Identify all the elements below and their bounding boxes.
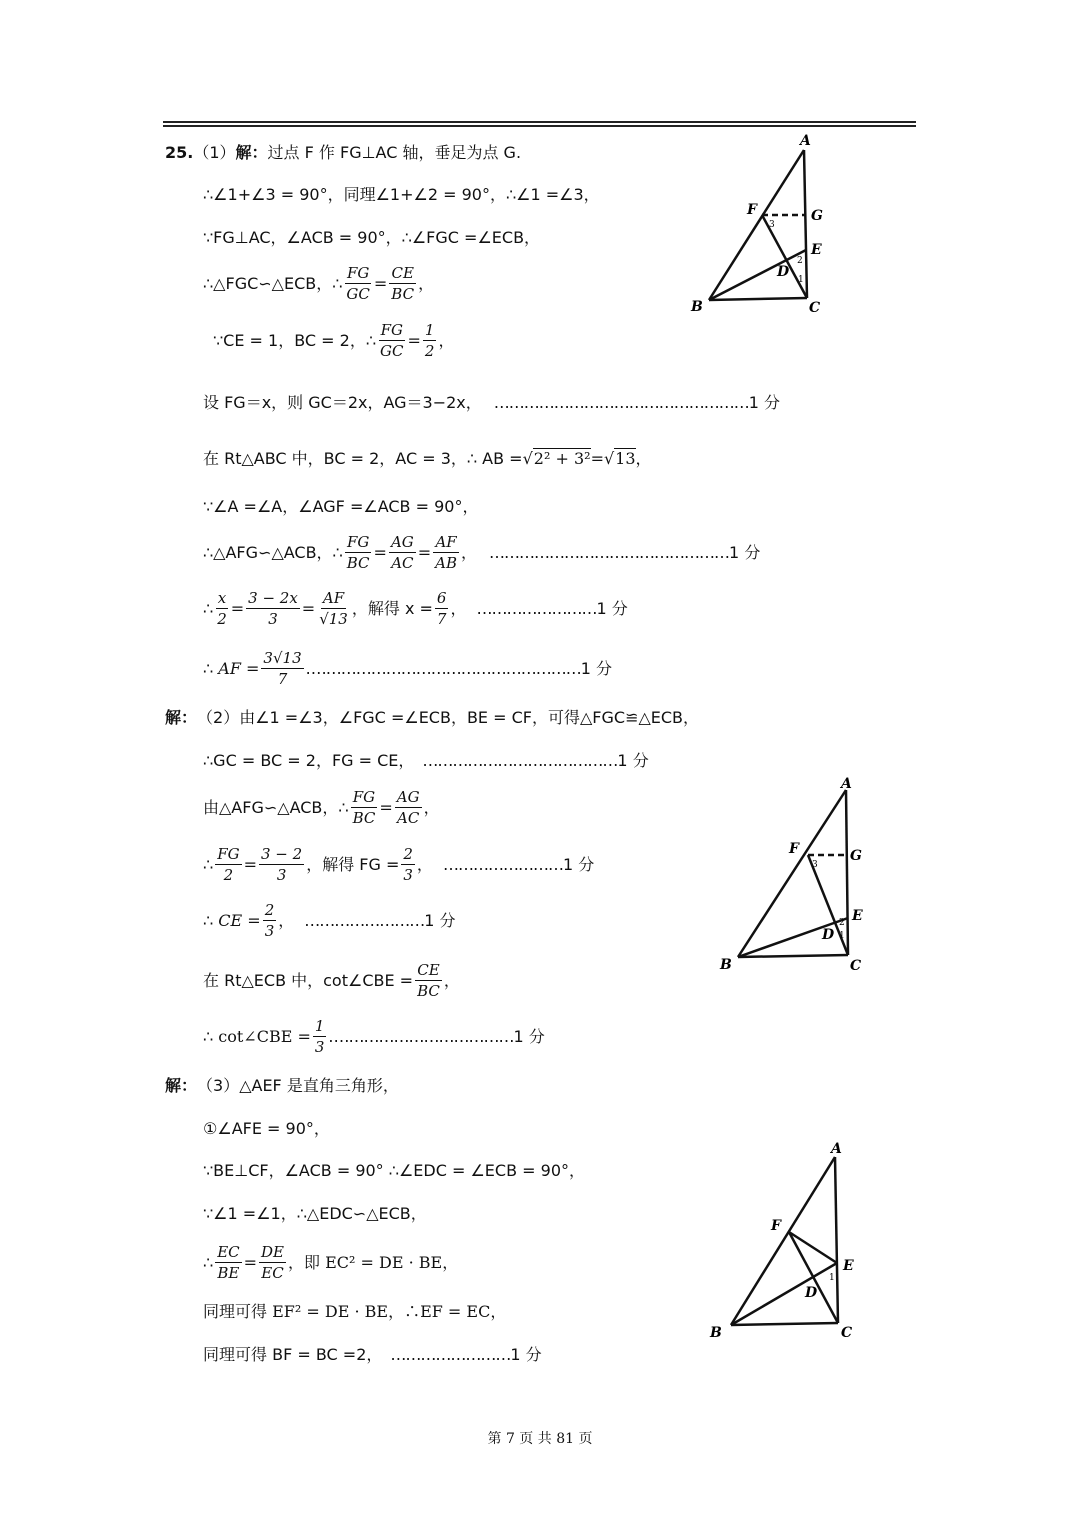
part1-solution-label: 解： (235, 143, 268, 162)
part3-line2 (203, 1119, 330, 1139)
label-d: D (805, 1285, 818, 1301)
denominator: EC (261, 1264, 284, 1282)
text: ∵FG⊥AC，∠ACB = 90°，∴∠FGC =∠ECB， (203, 228, 541, 247)
text: 在 Rt△ABC 中，BC = 2，AC = 3，∴ AB = (203, 448, 523, 468)
label-c: C (850, 958, 862, 974)
label-e: E (843, 1258, 854, 1274)
label-d: D (777, 264, 790, 280)
fraction (423, 320, 437, 361)
angle-1: 1 (798, 275, 804, 285)
part1-statement: 过点 F 作 FG⊥AC 轴，垂足为点 G. (267, 143, 522, 162)
text: 设 FG＝x，则 GC＝2x，AG＝3−2x， (203, 393, 482, 412)
text: AF = (218, 658, 260, 678)
numerator: 2 (403, 845, 413, 863)
fraction (215, 1242, 241, 1283)
figure-1 (685, 130, 835, 320)
part1-line7: 在 Rt△ABC 中，BC = 2，AC = 3，∴ AB = √ 2² + 3² = √ 13 ， (203, 448, 652, 468)
numerator: 3 − 2 (260, 845, 303, 863)
part3-line6 (203, 1302, 506, 1322)
label-g: G (811, 208, 823, 224)
numerator: CE (391, 264, 414, 282)
denominator: 2 (223, 866, 234, 884)
fraction (389, 263, 416, 304)
text: ∴△AFG∽△ACB，∴ (203, 542, 343, 562)
denominator: AC (391, 554, 414, 572)
label-f: F (789, 841, 799, 857)
score: 1 分 (562, 854, 595, 874)
part2-line7: ∴ cot∠CBE = $\frac{1}{3}$ . ……………………………… 1 分 (203, 1017, 545, 1056)
fraction (378, 320, 405, 361)
numerator: CE (417, 961, 440, 979)
part2-line4: ∴ $\frac{FG}{2}$ = $\frac{3 - 2}{3}$ ，解得 FG = $\frac{2}{3}$ ， …………………… 1 分 (203, 845, 595, 884)
numerator: FG (380, 321, 403, 339)
fraction (263, 900, 277, 941)
numerator: AF (322, 589, 345, 607)
part1-line11: ∴ AF = $\frac{3√13}{7}$ . ……………………………………………… 1 分 (203, 649, 612, 688)
text: ∵∠A =∠A，∠AGF =∠ACB = 90°， (203, 497, 479, 516)
text: 同理可得 BF = BC =2， (203, 1345, 383, 1364)
label-f: F (747, 202, 757, 218)
part2-line5: ∴ CE = $\frac{2}{3}$ ， …………………… 1 分 (203, 901, 456, 940)
numerator: 1 (314, 1017, 325, 1035)
fraction (317, 588, 350, 629)
fraction (344, 263, 371, 304)
radicand: 2² + 3² (533, 449, 591, 468)
denominator: 3 (314, 1038, 325, 1056)
part3-line3 (203, 1161, 585, 1181)
score: 1 分 (617, 751, 649, 770)
denominator: BE (217, 1264, 240, 1282)
numerator: 3 − 2x (248, 589, 298, 607)
text: 在 Rt△ECB 中，cot∠CBE = (203, 970, 414, 990)
angle-3: 3 (812, 860, 818, 870)
denominator: AB (435, 554, 458, 572)
fraction (259, 844, 304, 885)
text: ①∠AFE = 90°， (203, 1119, 330, 1138)
fraction (215, 844, 241, 885)
dot-leader: ……………………………… (333, 1026, 514, 1046)
denominator: BC (352, 809, 376, 827)
label-b: B (720, 957, 732, 973)
text: ∵BE⊥CF，∠ACB = 90° ∴∠EDC = ∠ECB = 90°， (203, 1161, 586, 1180)
denominator: 3 (276, 866, 287, 884)
numerator: FG (346, 264, 370, 282)
problem-number: 25. (165, 143, 194, 162)
text: cot∠CBE = (218, 1026, 311, 1046)
page-footer: 第 7 页 共 81 页 (487, 1431, 593, 1447)
score: 1 分 (510, 1345, 542, 1364)
part2-line3: 由△AFG∽△ACB，∴ $\frac{FG}{BC}$ = $\frac{AG}{AC}$ ， (203, 788, 440, 827)
fraction (215, 588, 229, 629)
part2-line1 (165, 708, 699, 728)
numerator: AG (390, 533, 414, 551)
numerator: EC (217, 1243, 240, 1261)
score: 1 分 (513, 1026, 545, 1046)
part1-line8 (203, 497, 478, 517)
label-e: E (852, 908, 863, 924)
part3-solution-label: 解： (165, 1076, 198, 1095)
label-b: B (710, 1325, 722, 1341)
part1-line5: ∵CE = 1，BC = 2，∴ $\frac{FG}{GC}$ = $\frac{1}{2}$ ， (213, 321, 455, 360)
angle-1: 1 (829, 1273, 835, 1283)
text: ∴GC = BC = 2，FG = CE， (203, 751, 415, 770)
fraction (345, 532, 372, 573)
dot-leader: ………………………………… (422, 751, 618, 770)
denominator: AC (397, 809, 420, 827)
label-c: C (841, 1325, 853, 1341)
header-rule-bottom (163, 125, 916, 127)
label-a: A (841, 776, 852, 792)
radicand: 13 (615, 449, 636, 468)
angle-2: 2 (839, 918, 845, 928)
part2-line2 (203, 751, 649, 771)
text: = (590, 448, 604, 468)
part3-line1 (165, 1076, 399, 1096)
angle-1: 1 (839, 931, 845, 941)
part2-line6: 在 Rt△ECB 中，cot∠CBE = $\frac{CE}{BC}$ ， (203, 961, 460, 1000)
label-f: F (771, 1218, 781, 1234)
text: ∴△FGC∽△ECB，∴ (203, 273, 343, 293)
score: 1 分 (580, 658, 612, 678)
dot-leader: …………………… (442, 854, 563, 874)
text: ，即 EC² = DE · BE， (288, 1252, 459, 1272)
dot-leader: …………………………………………… (493, 393, 749, 412)
part1-line1 (165, 143, 521, 163)
fraction (395, 787, 422, 828)
denominator: GC (346, 285, 370, 303)
numerator: 1 (424, 321, 435, 339)
part3-line5: ∴ $\frac{EC}{BE}$ = $\frac{DE}{EC}$ ，即 EC² = DE · BE， (203, 1243, 459, 1282)
label-e: E (811, 242, 822, 258)
fraction (246, 588, 300, 629)
numerator: FG (346, 533, 370, 551)
part1-line3 (203, 228, 540, 248)
fraction (313, 1016, 327, 1057)
figure-3 (705, 1135, 870, 1345)
denominator: 3 (268, 610, 278, 628)
dot-leader: ……………………………………………… (310, 658, 581, 678)
part1-line4: ∴△FGC∽△ECB，∴ $\frac{FG}{GC}$ = $\frac{CE}{BC}$ ， (203, 264, 435, 303)
score: 1 分 (596, 598, 628, 618)
denominator: 3 (403, 866, 413, 884)
part3-line4 (203, 1204, 427, 1224)
score: 1 分 (729, 542, 761, 562)
part1-line10: ∴ $\frac{x}{2}$ = $\frac{3 - 2x}{3}$ = $\frac{AF}{√13}$ ，解得 x = $\frac{6}{7}$ ， …………………… 1 分 (203, 589, 628, 628)
numerator: FG (352, 788, 376, 806)
score: 1 分 (748, 393, 781, 412)
part2-solution-label: 解： (165, 708, 198, 727)
numerator: FG (217, 845, 240, 863)
numerator: x (217, 589, 227, 607)
text: 同理可得 EF² = DE · BE，∴EF = EC， (203, 1302, 507, 1321)
fraction (261, 648, 303, 689)
fraction (401, 844, 415, 885)
label-c: C (809, 300, 821, 316)
numerator: DE (261, 1243, 285, 1261)
denominator: 7 (436, 610, 447, 628)
dot-leader: …………………… (476, 598, 597, 618)
denominator: 2 (424, 342, 435, 360)
text: ，解得 x = (351, 598, 433, 618)
denominator: BC (417, 982, 440, 1000)
label-d: D (822, 927, 835, 943)
label-a: A (831, 1141, 842, 1157)
label-a: A (800, 133, 811, 149)
text: ，解得 FG = (306, 854, 400, 874)
text: 由△AFG∽△ACB，∴ (203, 797, 349, 817)
text: CE = (218, 910, 261, 930)
text: ∵CE = 1，BC = 2，∴ (213, 330, 377, 350)
fraction (351, 787, 378, 828)
denominator: GC (380, 342, 404, 360)
text: （2）由∠1 =∠3，∠FGC =∠ECB，BE = CF，可得△FGC≌△ECB， (197, 708, 700, 727)
angle-3: 3 (769, 220, 775, 230)
label-g: G (850, 848, 862, 864)
text: （3）△AEF 是直角三角形， (197, 1076, 399, 1095)
part1-label: （1） (193, 143, 236, 162)
denominator: √13 (319, 610, 348, 628)
dot-leader: …………………… (304, 910, 425, 930)
part3-line7 (203, 1345, 542, 1365)
denominator: 7 (277, 670, 288, 688)
fraction (435, 588, 449, 629)
figure-2 (715, 772, 875, 977)
fraction (389, 532, 416, 573)
part1-line2 (203, 185, 600, 205)
numerator: 2 (264, 901, 275, 919)
numerator: AF (435, 533, 457, 551)
header-rule-top (163, 121, 916, 123)
numerator: 3√13 (263, 649, 302, 667)
fraction (259, 1242, 286, 1283)
text: ∵∠1 =∠1，∴△EDC∽△ECB， (203, 1204, 427, 1223)
dot-leader: ………………………………………… (489, 542, 730, 562)
denominator: 2 (217, 610, 227, 628)
denominator: BC (346, 554, 370, 572)
numerator: 6 (436, 589, 447, 607)
part1-line6 (203, 393, 780, 413)
score: 1 分 (424, 910, 456, 930)
part1-line9: ∴△AFG∽△ACB，∴ $\frac{FG}{BC}$ = $\frac{AG}{AC}$ = $\frac{AF}{AB}$ ， ………………………………………… 1 分 (203, 533, 761, 572)
denominator: 3 (264, 922, 275, 940)
text: ∴∠1+∠3 = 90°，同理∠1+∠2 = 90°，∴∠1 =∠3， (203, 185, 600, 204)
dot-leader: …………………… (390, 1345, 511, 1364)
fraction (433, 532, 459, 573)
fraction (415, 960, 442, 1001)
label-b: B (691, 299, 703, 315)
angle-2: 2 (797, 256, 803, 266)
denominator: BC (391, 285, 415, 303)
numerator: AG (396, 788, 420, 806)
